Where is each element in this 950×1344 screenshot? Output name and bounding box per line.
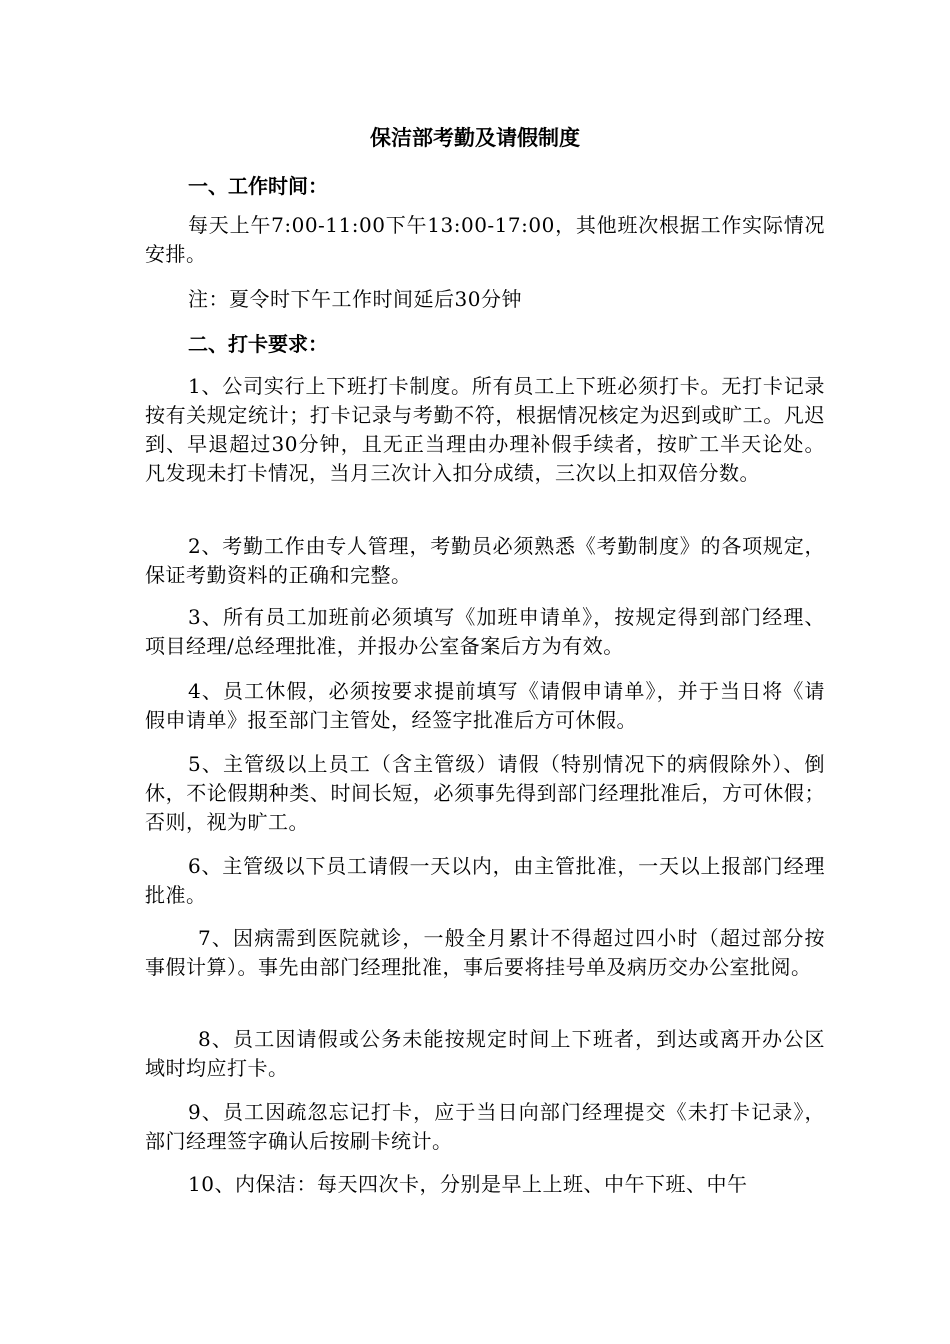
rule-item-8: 8、员工因请假或公务未能按规定时间上下班者，到达或离开办公区域时均应打卡。	[145, 1027, 825, 1080]
document-title: 保洁部考勤及请假制度	[370, 125, 580, 150]
rule-item-4: 4、员工休假，必须按要求提前填写《请假申请单》，并于当日将《请假申请单》报至部门主管处，经签字批准后方可休假。	[145, 679, 825, 732]
rule-item-3: 3、所有员工加班前必须填写《加班申请单》，按规定得到部门经理、项目经理/总经理批准，并报办公室备案后方为有效。	[145, 605, 825, 658]
section-heading-work-hours: 一、工作时间：	[188, 174, 328, 198]
rule-item-5: 5、主管级以上员工（含主管级）请假（特别情况下的病假除外）、倒休，不论假期种类、时间长短，必须事先得到部门经理批准后，方可休假；否则，视为旷工。	[145, 752, 825, 834]
work-hours-text: 每天上午7:00-11:00下午13:00-17:00，其他班次根据工作实际情况安排。	[145, 213, 825, 266]
rule-item-2: 2、考勤工作由专人管理，考勤员必须熟悉《考勤制度》的各项规定，保证考勤资料的正确和完整。	[145, 534, 825, 587]
summer-time-note: 注：夏令时下午工作时间延后30分钟	[188, 287, 522, 311]
rule-item-6: 6、主管级以下员工请假一天以内，由主管批准，一天以上报部门经理批准。	[145, 854, 825, 907]
rule-item-10: 10、内保洁：每天四次卡，分别是早上上班、中午下班、中午	[188, 1172, 748, 1196]
rule-item-1: 1、公司实行上下班打卡制度。所有员工上下班必须打卡。无打卡记录按有关规定统计；打卡记录与考勤不符，根据情况核定为迟到或旷工。凡迟到、早退超过30分钟，且无正当理由办理补假手续者，按旷工半天论处。凡发现未打卡情况，当月三次计入扣分成绩，三次以上扣双倍分数。	[145, 374, 825, 485]
rule-item-7: 7、因病需到医院就诊，一般全月累计不得超过四小时（超过部分按事假计算）。事先由部门经理批准，事后要将挂号单及病历交办公室批阅。	[145, 926, 825, 979]
section-heading-clock-in: 二、打卡要求：	[188, 332, 328, 356]
rule-item-9: 9、员工因疏忽忘记打卡，应于当日向部门经理提交《未打卡记录》，部门经理签字确认后按刷卡统计。	[145, 1100, 825, 1153]
